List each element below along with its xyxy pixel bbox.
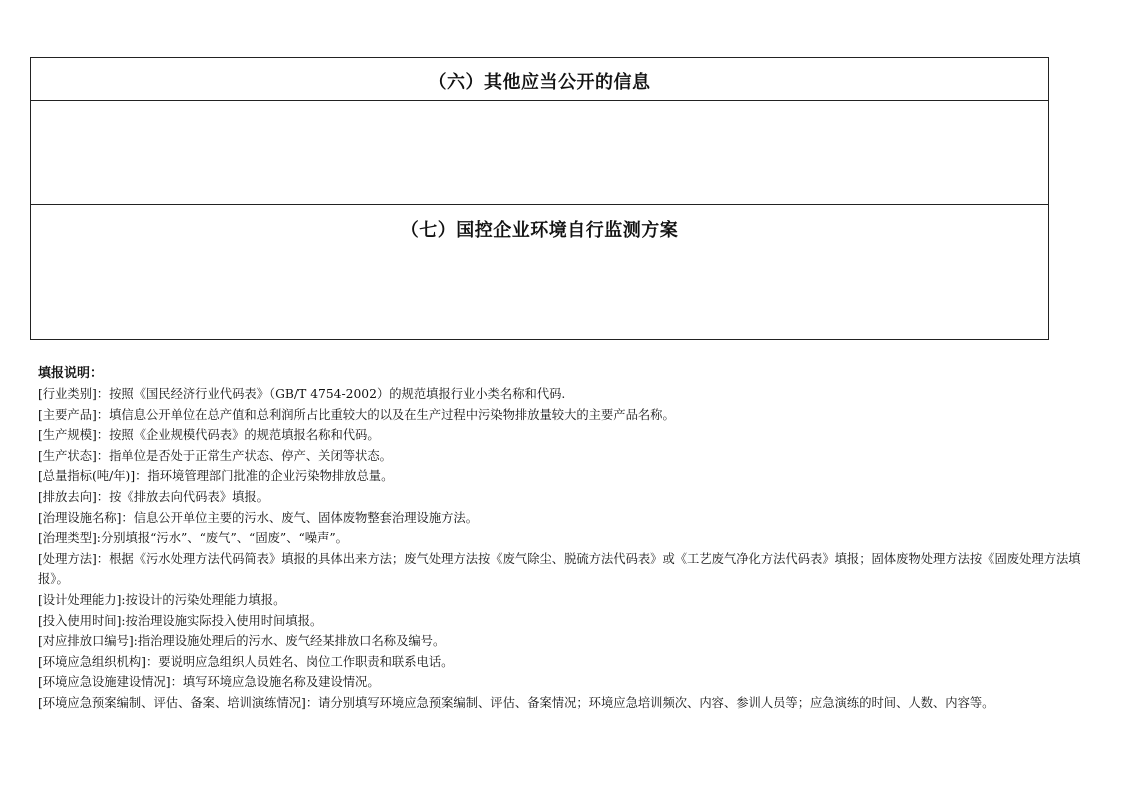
instruction-text: 指单位是否处于正常生产状态、停产、关闭等状态。 <box>109 448 392 463</box>
instruction-item <box>38 590 1098 611</box>
instruction-item <box>38 611 1098 632</box>
instruction-text: 按设计的污染处理能力填报。 <box>125 592 286 607</box>
section-7-title: （七）国控企业环境自行监测方案 <box>400 220 679 241</box>
instruction-text: 按治理设施实际投入使用时间填报。 <box>125 613 323 628</box>
instruction-item <box>38 528 1098 549</box>
instructions-list <box>38 384 1098 714</box>
instruction-item <box>38 549 1098 590</box>
instruction-key: [治理设施名称]： <box>38 510 134 525</box>
instruction-key: [排放去向]： <box>38 489 110 504</box>
instruction-text: 根据《污水处理方法代码简表》填报的具体出来方法；废气处理方法按《废气除尘、脱硫方法代码表》或《工艺废气净化方法代码表》填报；固体废物处理方法按《固废处理方法填报》。 <box>38 551 1081 587</box>
section-6-title: （六）其他应当公开的信息 <box>428 72 651 93</box>
instruction-item <box>38 446 1098 467</box>
instruction-item <box>38 693 1098 714</box>
instruction-text: 分别填报“污水”、“废气”、“固废”、“噪声”。 <box>100 531 348 546</box>
instruction-key: [设计处理能力]: <box>38 592 126 607</box>
instruction-text: 指环境管理部门批准的企业污染物排放总量。 <box>147 469 394 484</box>
instruction-key: [行业类别]： <box>38 387 110 401</box>
instruction-item <box>38 672 1098 693</box>
instruction-item <box>38 631 1098 652</box>
instruction-key: [主要产品]： <box>38 407 110 422</box>
section-6-content <box>31 101 1048 204</box>
instruction-text: 按照《企业规模代码表》的规范填报名称和代码。 <box>109 428 380 443</box>
instruction-key: [对应排放口编号]: <box>38 634 138 649</box>
instruction-key: [环境应急组织机构]： <box>38 654 159 669</box>
instruction-key: [环境应急设施建设情况]： <box>38 675 183 690</box>
instruction-key: [生产状态]： <box>38 448 110 463</box>
instruction-text: 要说明应急组织人员姓名、岗位工作职责和联系电话。 <box>158 654 454 669</box>
instruction-item <box>38 384 1098 405</box>
instruction-item <box>38 425 1098 446</box>
instruction-key: [投入使用时间]: <box>38 613 126 628</box>
instruction-text: 信息公开单位主要的污水、废气、固体废物整套治理设施方法。 <box>133 510 479 525</box>
table-divider <box>31 204 1048 205</box>
instructions-heading: 填报说明： <box>38 366 104 381</box>
filling-instructions <box>38 364 1098 714</box>
instruction-key: [生产规模]： <box>38 428 110 443</box>
instruction-key: [环境应急预案编制、评估、备案、培训演练情况]： <box>38 695 319 710</box>
section-7-content <box>31 248 1048 338</box>
instruction-text: 按《排放去向代码表》填报。 <box>109 489 269 504</box>
instruction-item <box>38 405 1098 426</box>
instruction-item <box>38 508 1098 529</box>
info-disclosure-table <box>30 57 1049 340</box>
instruction-item <box>38 652 1098 673</box>
instruction-key: [治理类型]: <box>38 531 101 546</box>
instruction-key: [处理方法]： <box>38 551 110 566</box>
instruction-text: 指治理设施处理后的污水、废气经某排放口名称及编号。 <box>137 634 446 649</box>
instruction-item <box>38 487 1098 508</box>
instruction-key: [总量指标(吨/年)]： <box>38 469 148 484</box>
instruction-text: 填信息公开单位在总产值和总利润所占比重较大的以及在生产过程中污染物排放量较大的主要产品名称。 <box>109 407 675 422</box>
instruction-text: 请分别填写环境应急预案编制、评估、备案情况；环境应急培训频次、内容、参训人员等；应急演练的时间、人数、内容等。 <box>318 695 995 710</box>
instruction-text: 填写环境应急设施名称及建设情况。 <box>182 675 380 690</box>
instruction-item <box>38 466 1098 487</box>
instruction-text: 按照《国民经济行业代码表》（GB/T 4754-2002）的规范填报行业小类名称和代码. <box>109 387 566 401</box>
